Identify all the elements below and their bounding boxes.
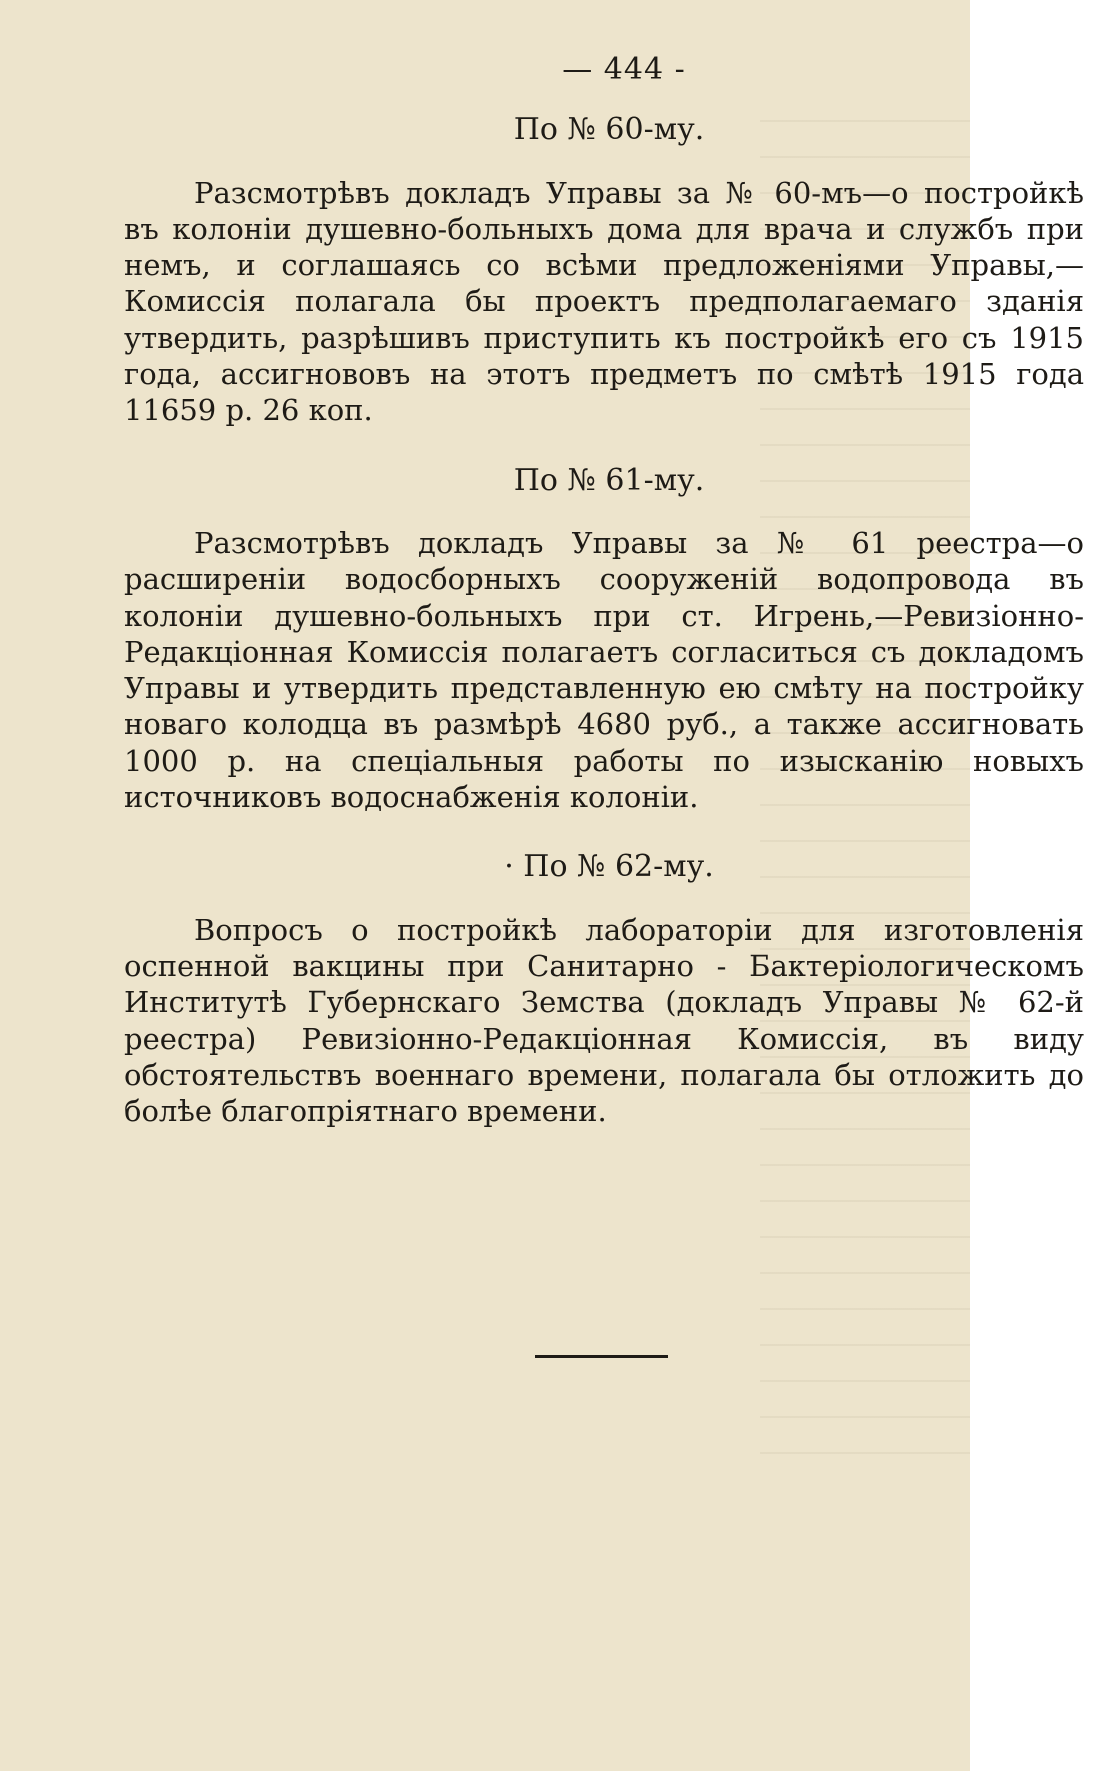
section-heading-61: По № 61-му.	[513, 462, 705, 498]
end-rule	[535, 1355, 668, 1358]
text-column	[124, 52, 1084, 1129]
section-heading-62: · По № 62-му.	[504, 849, 714, 885]
section-heading-60: По № 60-му.	[513, 112, 705, 148]
section-text-62: Вопросъ о постройкѣ лабораторіи для изготовленія оспенной вакцины при Санитарно - Бактеріологическомъ Институтѣ Губернскаго Земства (докладъ Управы № 62-й реестра) Ревизіонно-Редакціонная Комиссія, въ виду обстоятельствъ военнаго времени, полагала бы отложить до болѣе благопріятнаго времени.	[124, 912, 1084, 1129]
page-number: — 444 -	[562, 52, 686, 87]
section-text-61: Разсмотрѣвъ докладъ Управы за № 61 реестра—о расширеніи водосборныхъ сооруженій водопровода въ колоніи душевно-больныхъ при ст. Игрень,—Ревизіонно-Редакціонная Комиссія полагаетъ согласиться съ докладомъ Управы и утвердить представленную ею смѣту на постройку новаго колодца въ размѣрѣ 4680 руб., а также ассигновать 1000 р. на спеціальныя работы по изысканію новыхъ источниковъ водоснабженія колоніи.	[124, 525, 1084, 815]
section-text-60: Разсмотрѣвъ докладъ Управы за № 60-мъ—о постройкѣ въ колоніи душевно-больныхъ дома для врача и службъ при немъ, и соглашаясь со всѣми предложеніями Управы,—Комиссія полагала бы проектъ предполагаемаго зданія утвердить, разрѣшивъ приступить къ постройкѣ его съ 1915 года, ассигнововъ на этотъ предметъ по смѣтѣ 1915 года 11659 р. 26 коп.	[124, 175, 1084, 428]
